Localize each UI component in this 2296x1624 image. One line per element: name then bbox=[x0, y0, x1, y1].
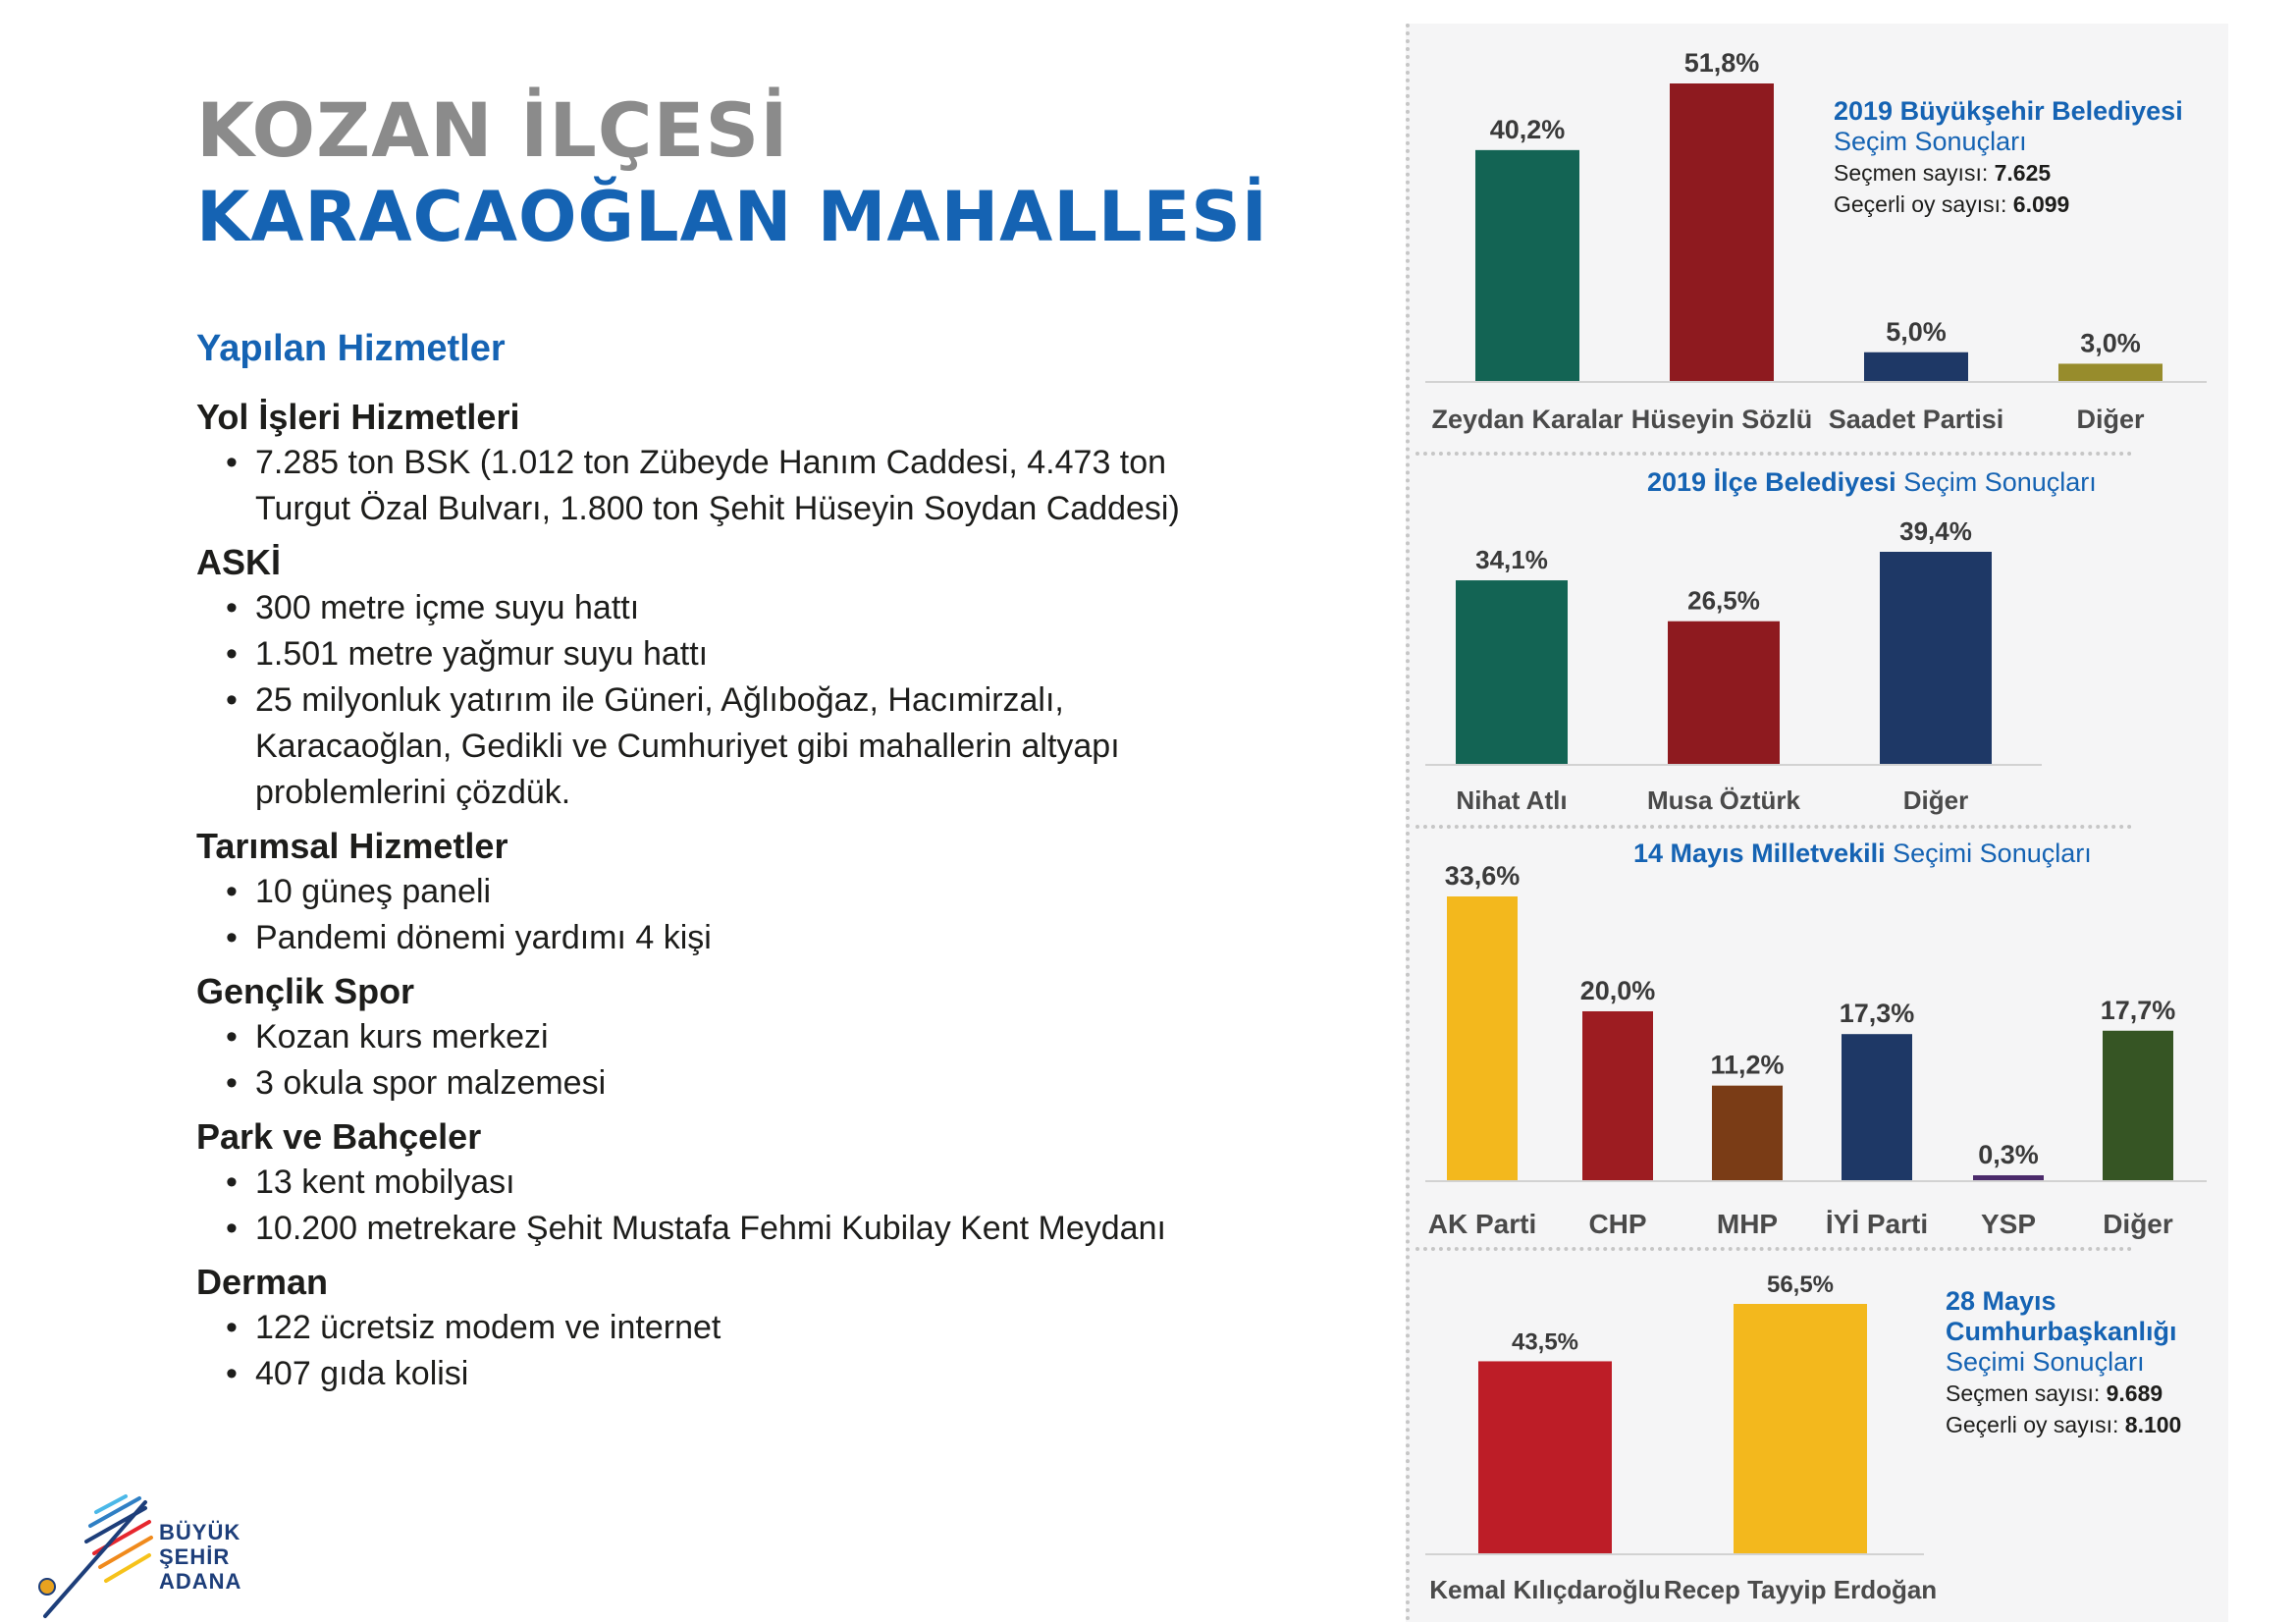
chart-title: 2019 Büyükşehir Belediyesi bbox=[1834, 96, 2183, 126]
category-title: Tarımsal Hizmetler bbox=[196, 826, 508, 866]
data-label: 11,2% bbox=[1710, 1050, 1785, 1080]
district-title: KOZAN İLÇESİ bbox=[196, 86, 789, 174]
bar bbox=[2103, 1031, 2173, 1180]
bar bbox=[1475, 150, 1579, 381]
data-label: 26,5% bbox=[1687, 585, 1760, 616]
category-label: Zeydan Karalar bbox=[1431, 405, 1624, 434]
service-item: • 3 okula spor malzemesi bbox=[196, 1060, 1237, 1107]
category-label: Diğer bbox=[1902, 785, 1969, 815]
data-label: 33,6% bbox=[1444, 861, 1521, 891]
bar bbox=[1668, 622, 1780, 764]
category-label: Diğer bbox=[2103, 1209, 2173, 1239]
bar bbox=[2058, 363, 2163, 381]
bar bbox=[1478, 1361, 1612, 1553]
chart-title: 28 Mayıs bbox=[1946, 1286, 2056, 1316]
data-label: 56,5% bbox=[1766, 1272, 1835, 1298]
logo-line: BÜYÜK bbox=[159, 1520, 241, 1544]
service-item: • 25 milyonluk yatırım ile Güneri, Ağlıboğaz, Hacımirzalı, Karacaoğlan, Gedikli ve Cumhuriyet gibi mahallerin altyapı problemlerini çözdük. bbox=[196, 677, 1237, 816]
data-label: 43,5% bbox=[1511, 1328, 1579, 1356]
bar bbox=[1973, 1175, 2044, 1180]
logo-line: ADANA bbox=[159, 1569, 242, 1594]
data-label: 17,7% bbox=[2100, 995, 2176, 1025]
data-label: 20,0% bbox=[1579, 975, 1656, 1005]
bar bbox=[1670, 83, 1774, 381]
service-item: • 10.200 metrekare Şehit Mustafa Fehmi Kubilay Kent Meydanı bbox=[196, 1206, 1237, 1252]
category-label: İYİ Parti bbox=[1825, 1209, 1929, 1239]
service-item: • 10 güneş paneli bbox=[196, 869, 1237, 915]
service-item: • 407 gıda kolisi bbox=[196, 1351, 1237, 1397]
chart2-title: 2019 İlçe Belediyesi Seçim Sonuçları bbox=[1647, 467, 2097, 497]
bar-chart-4 bbox=[1425, 1272, 1937, 1604]
bar-chart-2 bbox=[1425, 516, 2042, 815]
service-item: • Kozan kurs merkezi bbox=[196, 1014, 1237, 1060]
category-title: ASKİ bbox=[196, 542, 282, 582]
category-label: YSP bbox=[1980, 1209, 2037, 1239]
category-label: CHP bbox=[1588, 1209, 1647, 1239]
service-item: • 122 ücretsiz modem ve internet bbox=[196, 1305, 1237, 1351]
category-title: Gençlik Spor bbox=[196, 971, 415, 1011]
category-label: Musa Öztürk bbox=[1646, 785, 1801, 815]
chart-title: Cumhurbaşkanlığı bbox=[1946, 1317, 2177, 1346]
data-label: 5,0% bbox=[1886, 316, 1947, 347]
chart-subtitle: Seçimi Sonuçları bbox=[1946, 1347, 2145, 1377]
service-item: • 1.501 metre yağmur suyu hattı bbox=[196, 631, 1237, 677]
category-label: MHP bbox=[1716, 1209, 1779, 1239]
bar bbox=[1842, 1034, 1912, 1180]
valid-votes-count: Geçerli oy sayısı: 8.100 bbox=[1946, 1412, 2182, 1437]
service-item: • 13 kent mobilyası bbox=[196, 1160, 1237, 1206]
service-item: • Pandemi dönemi yardımı 4 kişi bbox=[196, 915, 1237, 961]
bar bbox=[1734, 1304, 1867, 1553]
data-label: 0,3% bbox=[1978, 1140, 2039, 1169]
bar bbox=[1880, 552, 1992, 764]
category-label: Kemal Kılıçdaroğlu bbox=[1429, 1575, 1661, 1604]
bar bbox=[1864, 352, 1968, 381]
category-label: Nihat Atlı bbox=[1456, 785, 1568, 815]
data-label: 3,0% bbox=[2080, 328, 2141, 358]
bar bbox=[1447, 896, 1518, 1180]
data-label: 39,4% bbox=[1899, 516, 1972, 546]
data-label: 51,8% bbox=[1683, 48, 1760, 78]
bar bbox=[1582, 1011, 1653, 1180]
services-heading: Yapılan Hizmetler bbox=[196, 328, 506, 369]
chart1-info bbox=[1834, 96, 2183, 220]
category-title: Yol İşleri Hizmetleri bbox=[196, 397, 520, 437]
category-label: Saadet Partisi bbox=[1828, 405, 2004, 434]
category-label: Diğer bbox=[2076, 405, 2145, 434]
category-label: AK Parti bbox=[1427, 1209, 1537, 1239]
logo-line: ŞEHİR bbox=[159, 1544, 231, 1569]
service-item: • 300 metre içme suyu hattı bbox=[196, 585, 1237, 631]
data-label: 17,3% bbox=[1839, 999, 1915, 1029]
chart4-info bbox=[1946, 1286, 2181, 1440]
bar bbox=[1712, 1086, 1783, 1180]
valid-votes-count: Geçerli oy sayısı: 6.099 bbox=[1834, 191, 2070, 217]
data-label: 40,2% bbox=[1489, 114, 1566, 144]
category-label: Hüseyin Sözlü bbox=[1630, 405, 1813, 434]
chart-subtitle: Seçim Sonuçları bbox=[1834, 127, 2027, 156]
voters-count: Seçmen sayısı: 7.625 bbox=[1834, 160, 2052, 186]
category-title: Park ve Bahçeler bbox=[196, 1116, 482, 1157]
neighborhood-title: KARACAOĞLAN MAHALLESİ bbox=[196, 177, 1268, 257]
bar bbox=[1456, 580, 1568, 764]
service-item: • 7.285 ton BSK (1.012 ton Zübeyde Hanım Caddesi, 4.473 ton Turgut Özal Bulvarı, 1.800 ton Şehit Hüseyin Soydan Caddesi) bbox=[196, 440, 1237, 532]
chart3-title: 14 Mayıs Milletvekili Seçimi Sonuçları bbox=[1633, 839, 2092, 868]
bar-chart-3 bbox=[1425, 861, 2207, 1239]
voters-count: Seçmen sayısı: 9.689 bbox=[1946, 1380, 2163, 1406]
category-title: Derman bbox=[196, 1262, 329, 1302]
category-label: Recep Tayyip Erdoğan bbox=[1663, 1575, 1938, 1604]
data-label: 34,1% bbox=[1475, 545, 1548, 575]
